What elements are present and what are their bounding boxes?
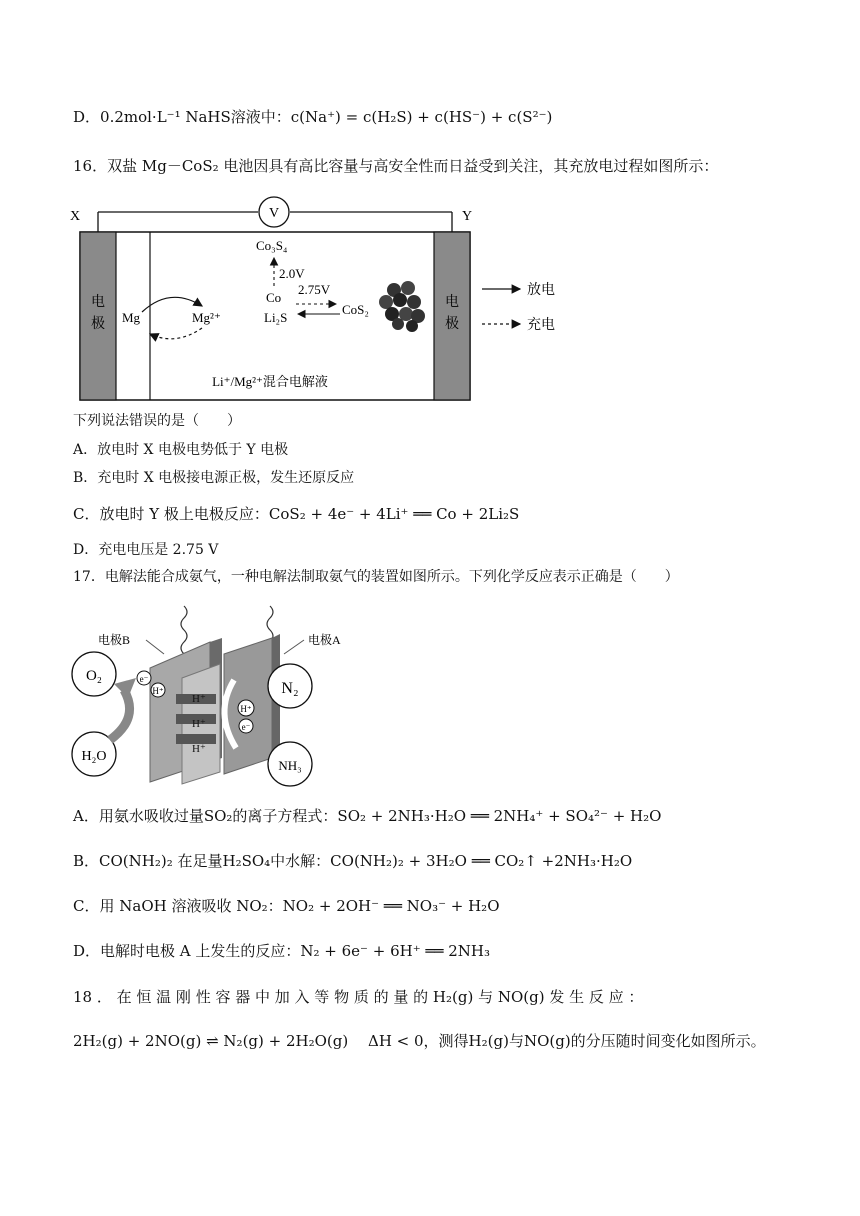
q16-question: 下列说法错误的是（ ） [73,413,241,429]
svg-text:H⁺: H⁺ [192,693,206,705]
right-electrode [434,232,470,400]
svg-text:充电: 充电 [527,318,555,333]
svg-text:H⁺: H⁺ [192,718,206,730]
left-electrode [80,232,116,400]
svg-text:e⁻: e⁻ [241,722,251,732]
svg-text:2.0V: 2.0V [279,266,305,281]
svg-text:电极B: 电极B [98,633,131,647]
svg-text:2.75V: 2.75V [298,282,331,297]
svg-text:CoS₂: CoS₂ [342,302,369,317]
q18-stem-line1: 18 ． 在 恒 温 刚 性 容 器 中 加 入 等 物 质 的 量 的 H₂(g) 与 NO(g) 发 生 反 应 ： [73,988,644,1006]
svg-text:Co: Co [266,290,282,305]
svg-text:极: 极 [445,317,459,332]
svg-text:N₂: N₂ [281,680,299,697]
q17-stem: 17．电解法能合成氨气，一种电解法制取氨气的装置如图所示。下列化学反应表示正确是（ ） [73,569,679,585]
svg-text:e⁻: e⁻ [139,674,149,684]
label-y: Y [462,209,473,224]
q17-option-c: C．用 NaOH 溶液吸收 NO₂：NO₂ + 2OH⁻ ══ NO₃⁻ + H₂O [73,897,500,915]
svg-text:电: 电 [445,295,459,310]
mg-label: Mg [122,310,141,325]
svg-text:H⁺: H⁺ [240,704,252,714]
label-x: X [70,209,81,224]
voltmeter-label: V [268,206,280,221]
svg-text:H⁺: H⁺ [152,686,164,696]
q17-option-b: B．CO(NH₂)₂ 在足量H₂SO₄中水解：CO(NH₂)₂ + 3H₂O ══ CO₂↑ +2NH₃·H₂O [73,852,633,870]
svg-text:NH₃: NH₃ [278,758,302,773]
q16-option-a: A．放电时 X 电极电势低于 Y 电极 [73,442,289,458]
q16-battery-figure [60,196,570,406]
q18-stem-line2: 2H₂(g) + 2NO(g) ⇌ N₂(g) + 2H₂O(g) ΔH < 0，测得H₂(g)与NO(g)的分压随时间变化如图所示。 [73,1032,766,1050]
svg-text:极: 极 [91,317,105,332]
svg-text:H⁺: H⁺ [192,743,206,755]
q17-electrolysis-figure [64,598,364,788]
mg2-label: Mg²⁺ [192,310,221,325]
electrolyte-label: Li⁺/Mg²⁺混合电解液 [212,374,328,389]
q17-option-a: A．用氨水吸收过量SO₂的离子方程式：SO₂ + 2NH₃·H₂O ══ 2NH₄⁺ + SO₄²⁻ + H₂O [73,807,662,825]
svg-text:Li₂S: Li₂S [264,310,288,325]
svg-text:O₂: O₂ [85,668,103,684]
q16-option-c: C．放电时 Y 极上电极反应：CoS₂ + 4e⁻ + 4Li⁺ ══ Co + 2Li₂S [73,505,520,523]
svg-text:电: 电 [91,295,105,310]
q17-option-d: D．电解时电极 A 上发生的反应：N₂ + 6e⁻ + 6H⁺ ══ 2NH₃ [73,942,490,960]
q16-stem: 16．双盐 Mg－CoS₂ 电池因具有高比容量与高安全性而日益受到关注，其充放电过程如图所示： [73,157,719,175]
svg-text:放电: 放电 [527,283,555,298]
svg-text:H₂O: H₂O [81,749,107,764]
q15-option-d: D．0.2mol·L⁻¹ NaHS溶液中：c(Na⁺) = c(H₂S) + c(HS⁻) + c(S²⁻) [73,108,553,126]
q16-option-b: B．充电时 X 电极接电源正极，发生还原反应 [73,470,355,486]
svg-text:电极A: 电极A [308,633,341,647]
q16-option-d: D．充电电压是 2.75 V [73,542,219,558]
svg-text:Co₃S₄: Co₃S₄ [256,238,288,253]
